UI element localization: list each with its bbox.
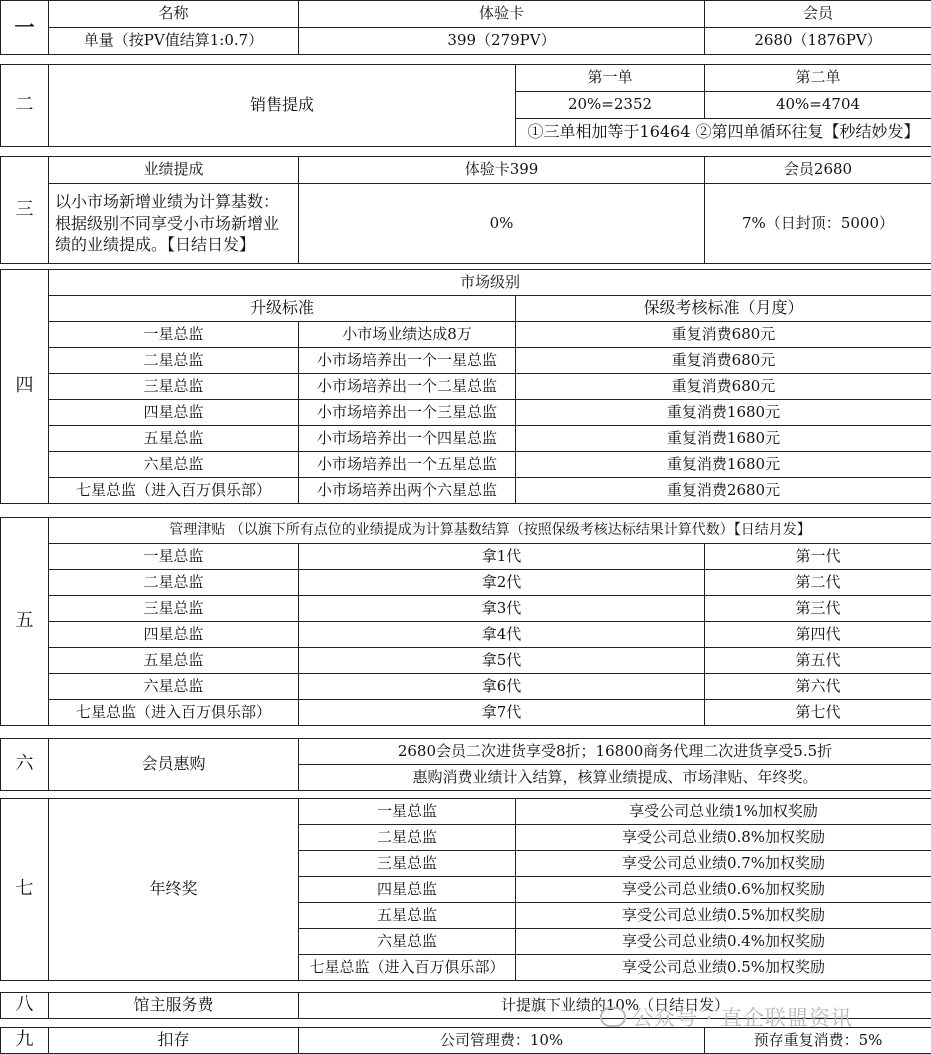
section-title: 业绩提成: [49, 157, 299, 184]
order-1: 第一单: [516, 65, 705, 92]
level: 六星总监: [49, 674, 299, 700]
table-row: [1, 648, 931, 674]
level: 五星总监: [299, 903, 516, 929]
level: 七星总监（进入百万俱乐部）: [49, 700, 299, 726]
value-trial-card: 399（279PV）: [299, 28, 705, 55]
section-3-table: [0, 156, 931, 264]
consume: 重复消费680元: [516, 348, 931, 374]
table-row: [1, 400, 931, 426]
table-row: [1, 452, 931, 478]
table-row: [1, 799, 931, 825]
take: 拿7代: [299, 700, 705, 726]
section-title: 年终奖: [49, 799, 299, 981]
section-7-table: [0, 798, 931, 981]
upgrade: 小市场培养出两个六星总监: [299, 478, 516, 504]
level: 四星总监: [299, 877, 516, 903]
upgrade: 小市场培养出一个五星总监: [299, 452, 516, 478]
section-title: 销售提成: [49, 65, 516, 147]
row-label: 单量（按PV值结算1:0.7）: [49, 28, 299, 55]
level: 三星总监: [49, 596, 299, 622]
deduction-item: 预存重复消费：5%: [705, 1028, 931, 1054]
table-row: [1, 570, 931, 596]
level: 七星总监（进入百万俱乐部）: [49, 478, 299, 504]
take: 拿2代: [299, 570, 705, 596]
reward: 享受公司总业绩0.6%加权奖励: [516, 877, 931, 903]
take: 拿6代: [299, 674, 705, 700]
level: 二星总监: [299, 825, 516, 851]
rate-1: 20%=2352: [516, 92, 705, 119]
level: 三星总监: [299, 851, 516, 877]
table-row: [1, 478, 931, 504]
table-row: [1, 544, 931, 570]
section-number: 四: [1, 270, 49, 504]
section-6-table: [0, 738, 931, 791]
take: 拿5代: [299, 648, 705, 674]
level: 四星总监: [49, 400, 299, 426]
upgrade: 小市场培养出一个四星总监: [299, 426, 516, 452]
reward: 享受公司总业绩0.5%加权奖励: [516, 955, 931, 981]
rate-2: 40%=4704: [705, 92, 931, 119]
generation: 第七代: [705, 700, 931, 726]
section-number: 七: [1, 799, 49, 981]
section-number: 五: [1, 518, 49, 726]
level: 五星总监: [49, 648, 299, 674]
section-number: 八: [1, 993, 49, 1019]
reward: 享受公司总业绩0.8%加权奖励: [516, 825, 931, 851]
level: 五星总监: [49, 426, 299, 452]
reward: 享受公司总业绩0.5%加权奖励: [516, 903, 931, 929]
order-2: 第二单: [705, 65, 931, 92]
level: 二星总监: [49, 348, 299, 374]
upgrade: 小市场业绩达成8万: [299, 322, 516, 348]
section-title: 会员惠购: [49, 739, 299, 791]
level: 一星总监: [49, 544, 299, 570]
col-trial-card: 体验卡399: [299, 157, 705, 184]
table-row: [1, 426, 931, 452]
header-name: 名称: [49, 1, 299, 28]
upgrade: 小市场培养出一个二星总监: [299, 374, 516, 400]
section-number: 三: [1, 157, 49, 264]
watermark: [600, 1002, 853, 1032]
table-row: [1, 322, 931, 348]
level: 七星总监（进入百万俱乐部）: [299, 955, 516, 981]
watermark-text: 公众号 · 直企联盟资讯: [632, 1006, 854, 1030]
section-number: 九: [1, 1028, 49, 1054]
value-trial-card: 0%: [299, 184, 705, 264]
table-row: [1, 374, 931, 400]
section-1-table: [0, 0, 931, 55]
section-number: 二: [1, 65, 49, 147]
section-title: 扣存: [49, 1028, 299, 1054]
level: 二星总监: [49, 570, 299, 596]
upgrade: 小市场培养出一个一星总监: [299, 348, 516, 374]
consume: 重复消费1680元: [516, 400, 931, 426]
generation: 第六代: [705, 674, 931, 700]
service-fee-text: 计提旗下业绩的10%（日结日发）: [299, 993, 931, 1019]
keep-header: 保级考核标准（月度）: [516, 296, 931, 322]
table-row: [1, 622, 931, 648]
level: 一星总监: [299, 799, 516, 825]
level: 六星总监: [299, 929, 516, 955]
deduction-item: 公司管理费：10%: [299, 1028, 705, 1054]
table-row: [1, 348, 931, 374]
value-member: 7%（日封顶：5000）: [705, 184, 931, 264]
generation: 第四代: [705, 622, 931, 648]
discount-line-1: 2680会员二次进货享受8折；16800商务代理二次进货享受5.5折: [299, 739, 931, 765]
section-5-table: [0, 517, 931, 726]
table-row: [1, 674, 931, 700]
section-2-table: [0, 64, 931, 147]
generation: 第二代: [705, 570, 931, 596]
consume: 重复消费1680元: [516, 426, 931, 452]
upgrade-header: 升级标准: [49, 296, 516, 322]
consume: 重复消费2680元: [516, 478, 931, 504]
section-number: 一: [1, 1, 49, 55]
header-trial-card: 体验卡: [299, 1, 705, 28]
header-member: 会员: [705, 1, 931, 28]
reward: 享受公司总业绩0.4%加权奖励: [516, 929, 931, 955]
reward: 享受公司总业绩0.7%加权奖励: [516, 851, 931, 877]
level: 六星总监: [49, 452, 299, 478]
calc-description: 以小市场新增业绩为计算基数：根据级别不同享受小市场新增业绩的业绩提成。【日结日发】: [49, 184, 299, 264]
section-title: 管理津贴 （以旗下所有点位的业绩提成为计算基数结算（按照保级考核达标结果计算代数）【日结月发】: [49, 518, 931, 544]
section-title: 市场级别: [49, 270, 931, 296]
section-number: 六: [1, 739, 49, 791]
section-title: 馆主服务费: [49, 993, 299, 1019]
level: 三星总监: [49, 374, 299, 400]
sales-note: ①三单相加等于16464 ②第四单循环往复【秒结妙发】: [516, 119, 931, 147]
level: 一星总监: [49, 322, 299, 348]
discount-line-2: 惠购消费业绩计入结算，核算业绩提成、市场津贴、年终奖。: [299, 765, 931, 791]
take: 拿3代: [299, 596, 705, 622]
upgrade: 小市场培养出一个三星总监: [299, 400, 516, 426]
generation: 第五代: [705, 648, 931, 674]
generation: 第一代: [705, 544, 931, 570]
consume: 重复消费680元: [516, 374, 931, 400]
wechat-icon: [600, 1007, 626, 1027]
consume: 重复消费1680元: [516, 452, 931, 478]
consume: 重复消费680元: [516, 322, 931, 348]
table-row: [1, 700, 931, 726]
reward: 享受公司总业绩1%加权奖励: [516, 799, 931, 825]
value-member: 2680（1876PV）: [705, 28, 931, 55]
generation: 第三代: [705, 596, 931, 622]
section-4-table: [0, 269, 931, 504]
col-member: 会员2680: [705, 157, 931, 184]
level: 四星总监: [49, 622, 299, 648]
take: 拿4代: [299, 622, 705, 648]
take: 拿1代: [299, 544, 705, 570]
table-row: [1, 596, 931, 622]
